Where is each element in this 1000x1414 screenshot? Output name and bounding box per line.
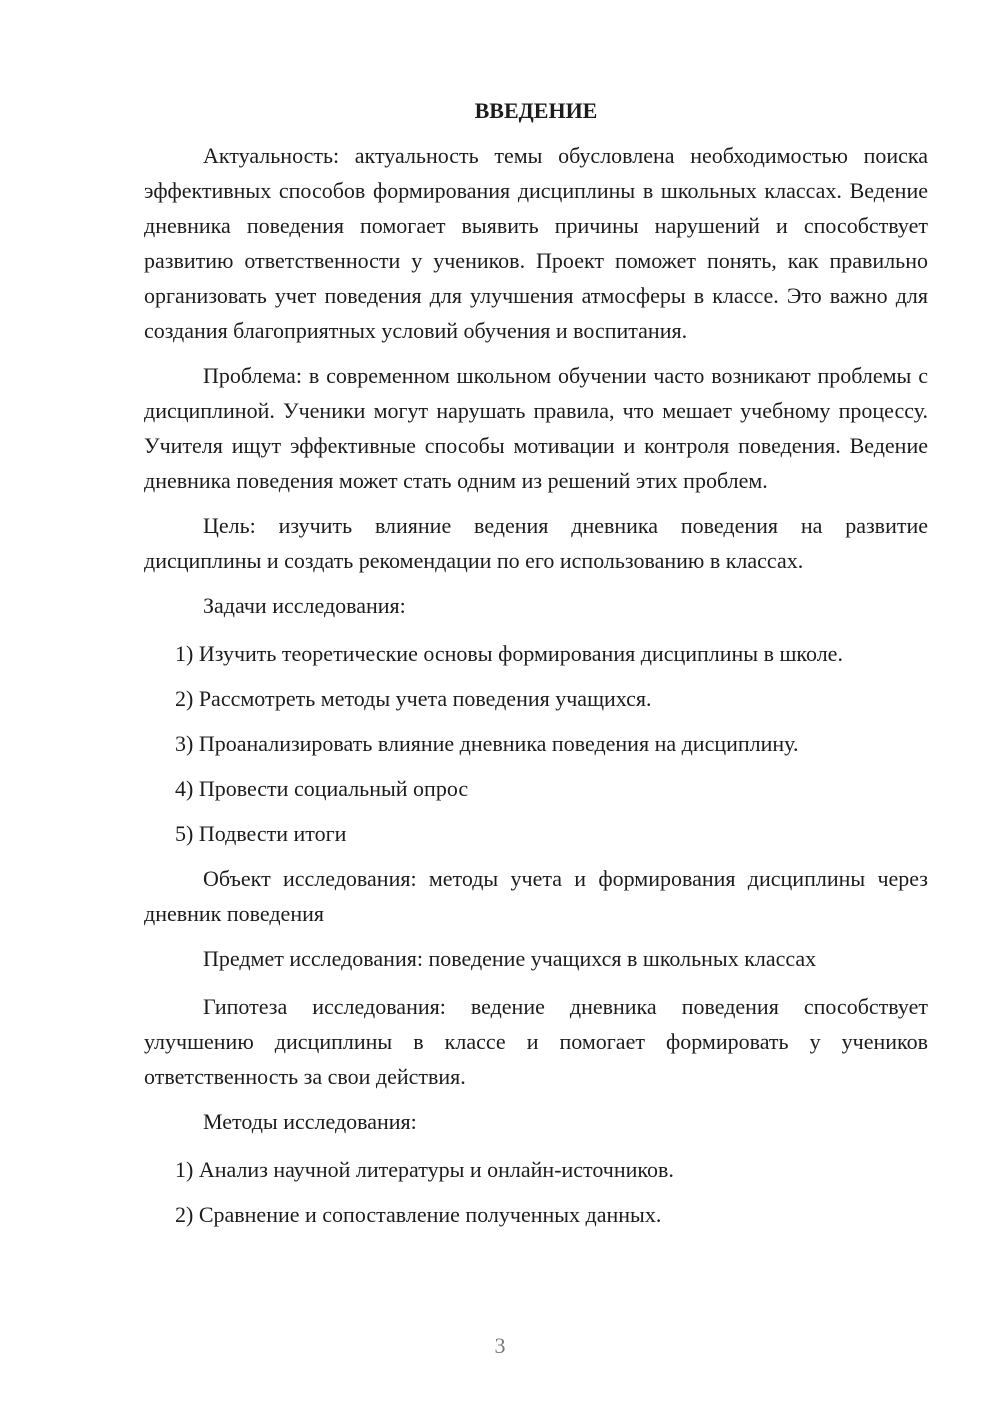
method-item: 1) Анализ научной литературы и онлайн-источников.: [175, 1157, 674, 1182]
relevance-paragraph: Актуальность: актуальность темы обусловлена необходимостью поиска эффективных способов формирования дисциплины в школьных классах. Ведение дневника поведения помогает выявить причины нарушений и способствует развитию ответственности у учеников. Проект поможет понять, как правильно организовать учет поведения для улучшения атмосферы в классе. Это важно для создания благоприятных условий обучения и воспитания.: [144, 143, 928, 343]
object-paragraph: Объект исследования: методы учета и формирования дисциплины через дневник поведения: [144, 866, 928, 926]
task-item: 4) Провести социальный опрос: [175, 776, 469, 801]
task-item: 3) Проанализировать влияние дневника поведения на дисциплину.: [175, 731, 799, 756]
subject-paragraph: Предмет исследования: поведение учащихся в школьных классах: [203, 946, 817, 971]
hypothesis-paragraph: Гипотеза исследования: ведение дневника поведения способствует улучшению дисциплины в классе и помогает формировать у учеников ответственность за свои действия.: [144, 994, 928, 1089]
methods-title: Методы исследования:: [203, 1109, 417, 1134]
goal-paragraph: Цель: изучить влияние ведения дневника поведения на развитие дисциплины и создать рекомендации по его использованию в классах.: [144, 513, 928, 573]
section-heading: ВВЕДЕНИЕ: [474, 98, 598, 123]
page-number: 3: [494, 1333, 506, 1358]
problem-paragraph: Проблема: в современном школьном обучении часто возникают проблемы с дисциплиной. Ученики могут нарушать правила, что мешает учебному процессу. Учителя ищут эффективные способы мотивации и контроля поведения. Ведение дневника поведения может стать одним из решений этих проблем.: [144, 363, 928, 493]
document-page: [144, 96, 928, 1242]
tasks-title: Задачи исследования:: [203, 593, 406, 618]
task-item: 5) Подвести итоги: [175, 821, 347, 846]
task-item: 2) Рассмотреть методы учета поведения учащихся.: [175, 686, 652, 711]
method-item: 2) Сравнение и сопоставление полученных данных.: [175, 1202, 662, 1227]
task-item: 1) Изучить теоретические основы формирования дисциплины в школе.: [175, 641, 843, 666]
